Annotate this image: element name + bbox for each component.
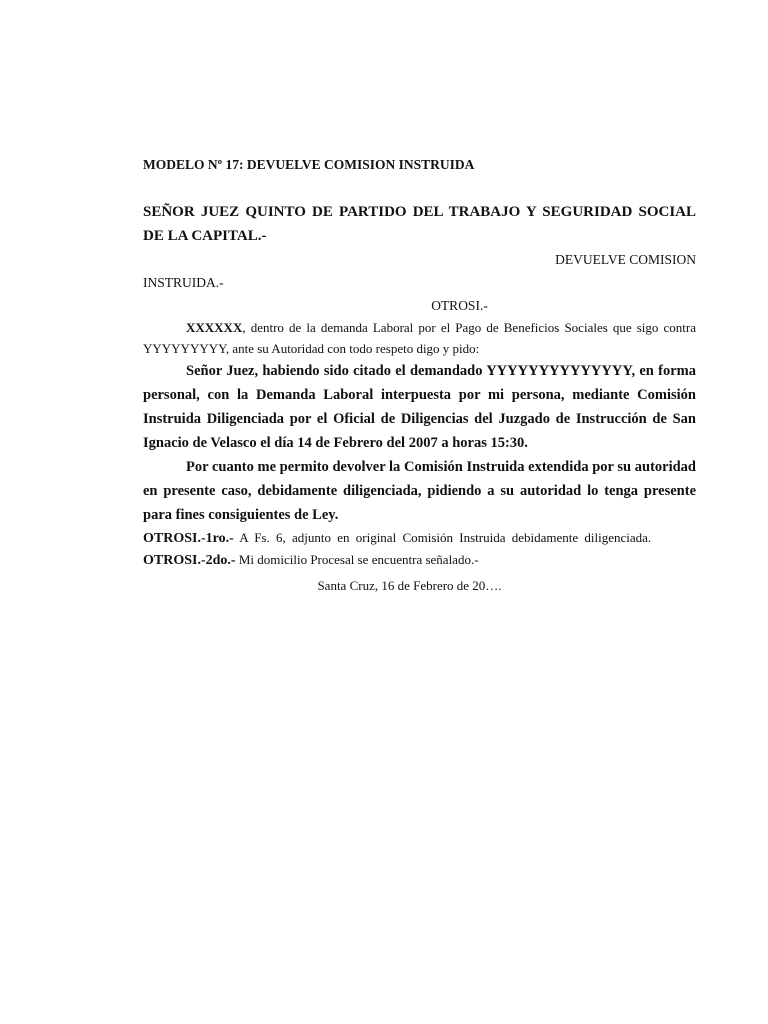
otrosi-1-label: OTROSI.-1ro.- [143, 531, 234, 546]
sumilla-block [143, 248, 696, 317]
intro-text: , dentro de la demanda Laboral por el Pago de Beneficios Sociales que sigo contra YYYYYYYYY, ante su Autoridad con todo respeto digo y pido: [143, 320, 696, 356]
otrosi-1-text: A Fs. 6, adjunto en original Comisión Instruida debidamente diligenciada. [233, 530, 652, 545]
document-body [143, 156, 696, 596]
sumilla-line-2: INSTRUIDA.- [143, 275, 224, 290]
signoff: Santa Cruz, 16 de Febrero de 20…. [317, 578, 502, 593]
body-paragraph-2: Por cuanto me permito devolver la Comisión Instruida extendida por su autoridad en presente caso, debidamente diligenciada, pidiendo a su autoridad lo tenga presente para fines consiguientes de Ley. [143, 459, 696, 523]
addressee: SEÑOR JUEZ QUINTO DE PARTIDO DEL TRABAJO Y SEGURIDAD SOCIAL DE LA CAPITAL.- [143, 204, 696, 244]
body-paragraph-1: Señor Juez, habiendo sido citado el demandado YYYYYYYYYYYYYY, en forma personal, con la Demanda Laboral interpuesta por mi persona, mediante Comisión Instruida Diligenciada por el Oficial de Diligencias del Juzgado de Instrucción de San Ignacio de Velasco el día 14 de Febrero del 2007 a horas 15:30. [143, 363, 696, 451]
otrosi-2-label: OTROSI.-2do.- [143, 553, 236, 568]
document-title: MODELO Nº 17: DEVUELVE COMISION INSTRUIDA [143, 157, 475, 172]
intro-paragraph [143, 317, 696, 359]
sumilla-line-1: DEVUELVE COMISION [555, 252, 696, 267]
otrosi-2 [143, 549, 696, 571]
otrosi-1 [143, 527, 696, 549]
otrosi-2-text: Mi domicilio Procesal se encuentra señalado.- [235, 552, 479, 567]
sumilla-line-3: OTROSI.- [431, 298, 488, 313]
plaintiff-name: XXXXXX [186, 320, 243, 335]
